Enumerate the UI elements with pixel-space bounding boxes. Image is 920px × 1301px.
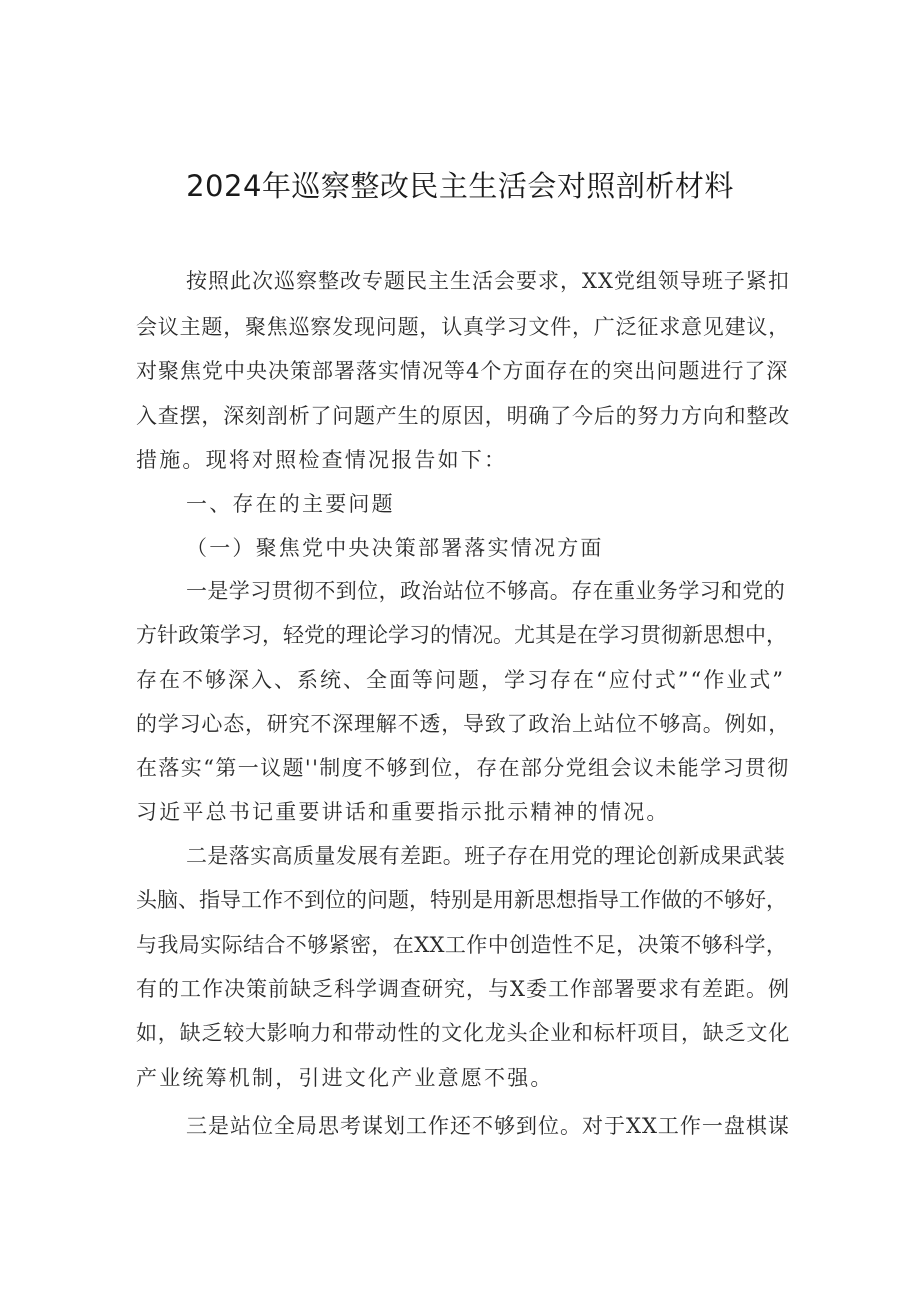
body-line: 三是站位全局思考谋划工作还不够到位。对于XX工作一盘棋谋 <box>186 1114 790 1138</box>
body-line: 会议主题，聚焦巡察发现问题，认真学习文件，广泛征求意见建议， <box>136 315 790 339</box>
section-heading: 一、存在的主要问题 <box>186 492 395 516</box>
body-line: 措施。现将对照检查情况报告如下： <box>136 448 508 472</box>
body-line: 对聚焦党中央决策部署落实情况等4个方面存在的突出问题进行了深 <box>136 359 789 383</box>
body-line: 习近平总书记重要讲话和重要指示批示精神的情况。 <box>136 800 670 824</box>
body-line: 方针政策学习，轻党的理论学习的情况。尤其是在学习贯彻新思想中， <box>136 623 787 647</box>
body-line: 的学习心态，研究不深理解不透，导致了政治上站位不够高。例如， <box>136 712 790 736</box>
body-line: 与我局实际结合不够紧密，在XX工作中创造性不足，决策不够科学， <box>136 933 788 957</box>
body-line: 入查摆，深刻剖析了问题产生的原因，明确了今后的努力方向和整改 <box>136 404 790 428</box>
document-title: 2024年巡察整改民主生活会对照剖析材料 <box>186 169 734 203</box>
body-line: 头脑、指导工作不到位的问题，特别是用新思想指导工作做的不够好， <box>136 888 787 912</box>
body-line: 产业统筹机制，引进文化产业意愿不强。 <box>136 1066 554 1090</box>
body-line: 一是学习贯彻不到位，政治站位不够高。存在重业务学习和党的 <box>186 579 786 603</box>
body-line: 有的工作决策前缺乏科学调查研究，与X委工作部署要求有差距。例 <box>136 977 790 1001</box>
body-line: 二是落实高质量发展有差距。班子存在用党的理论创新成果武装 <box>186 844 786 868</box>
subsection-heading: （一）聚焦党中央决策部署落实情况方面 <box>186 536 604 560</box>
body-line: 如，缺乏较大影响力和带动性的文化龙头企业和标杆项目，缺乏文化 <box>136 1021 790 1045</box>
body-line: 按照此次巡察整改专题民主生活会要求，XX党组领导班子紧扣 <box>186 269 790 293</box>
body-line: 存在不够深入、系统、全面等问题，学习存在“应付式”“作业式” <box>136 668 785 692</box>
body-line: 在落实“第一议题''制度不够到位，存在部分党组会议未能学习贯彻 <box>136 756 790 780</box>
